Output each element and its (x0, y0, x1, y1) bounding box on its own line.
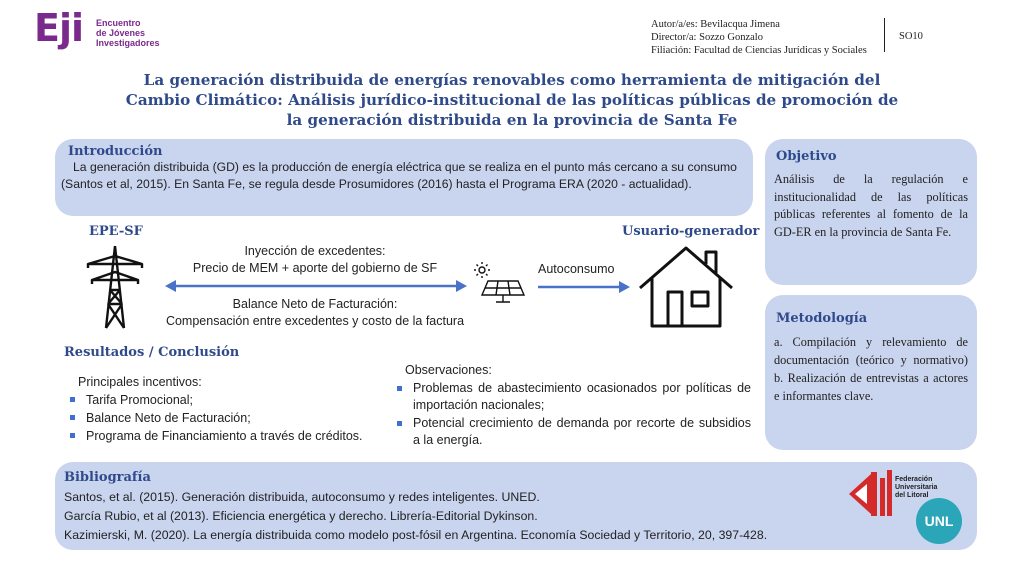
incentives-list (68, 391, 398, 445)
solar-panel-icon (474, 261, 526, 305)
self-consumption-arrow (538, 281, 630, 293)
injection-detail: Precio de MEM + aporte del gobierno de SF (192, 261, 438, 275)
incentive-item: Tarifa Promocional; (68, 391, 398, 409)
meta-divider (884, 18, 885, 52)
bibliography-ref: Kazimierski, M. (2020). La energía distribuida como modelo post-fósil en Argentina. Economía Sociedad y Territorio, 20, 397-428. (64, 528, 768, 542)
objective-panel (765, 139, 977, 285)
unl-logo (916, 498, 962, 544)
title-line-1: La generación distribuida de energías renovables como herramienta de mitigación del (143, 71, 881, 89)
usuario-generador-label: Usuario-generador (622, 224, 760, 239)
title-line-3: la generación distribuida en la provincia de Santa Fe (286, 111, 738, 129)
author-line: Autor/a/es: Bevilacqua Jimena (651, 19, 780, 30)
incentive-item: Programa de Financiamiento a través de créditos. (68, 427, 398, 445)
incentives-block (68, 373, 398, 445)
transmission-tower-icon (82, 244, 148, 330)
bibliography-heading: Bibliografía (64, 470, 151, 485)
balance-label (152, 296, 478, 330)
bibliography-panel (55, 462, 977, 550)
balance-title: Balance Neto de Facturación: (232, 297, 398, 311)
eji-logo-line1: Encuentro (96, 18, 141, 28)
affiliation-line: Filiación: Facultad de Ciencias Jurídicas y Sociales (651, 45, 867, 56)
injection-label (165, 243, 465, 277)
injection-title: Inyección de excedentes: (244, 244, 386, 258)
poster-title (100, 70, 924, 130)
objective-text: Análisis de la regulación e institucionalidad de las políticas públicas referentes al fomento de la GD-ER en la provincia de Santa Fe. (774, 172, 968, 239)
eji-logo-line2: de Jóvenes (96, 28, 146, 38)
intro-heading: Introducción (68, 144, 163, 159)
objective-heading: Objetivo (776, 149, 837, 164)
incentive-item: Balance Neto de Facturación; (68, 409, 398, 427)
methodology-text: a. Compilación y relevamiento de documentación (teórico y normativo) b. Realización de entrevistas a actores e informantes clave. (774, 335, 968, 403)
incentives-title: Principales incentivos: (78, 375, 202, 389)
epe-sf-label: EPE-SF (89, 224, 143, 239)
self-consumption-label: Autoconsumo (538, 262, 615, 276)
title-line-2: Cambio Climático: Análisis jurídico-institucional de las políticas públicas de promoción de (125, 91, 899, 109)
methodology-panel (765, 295, 977, 450)
house-icon (636, 244, 736, 330)
author-info (651, 18, 867, 57)
balance-detail: Compensación entre excedentes y costo de la factura (165, 314, 465, 328)
ful-logo-mark (849, 468, 893, 520)
unl-logo-text: UNL (924, 513, 954, 529)
observations-title: Observaciones: (405, 363, 492, 377)
observations-list (395, 380, 751, 450)
methodology-heading: Metodología (776, 311, 868, 326)
results-heading: Resultados / Conclusión (64, 345, 240, 360)
intro-text: La generación distribuida (GD) es la producción de energía eléctrica que se realiza en el punto más cercano a su consumo (Santos et al, 2015). En Santa Fe, se regula desde Prosumidores (2016) hasta el Programa ERA (2020 - actualidad). (61, 160, 737, 191)
double-arrow (165, 279, 467, 293)
eji-logo (34, 6, 174, 54)
ful-line-1: Federación (895, 476, 933, 483)
eji-logo-line3: Investigadores (96, 38, 160, 48)
bibliography-list (64, 488, 864, 545)
observations-block (395, 362, 751, 450)
observation-item: Problemas de abastecimiento ocasionados por políticas de importación nacionales; (395, 380, 751, 415)
bibliography-ref: García Rubio, et al (2013). Eficiencia energética y derecho. Librería-Editorial Dykinson. (64, 509, 538, 523)
poster-code: SO10 (899, 31, 923, 42)
observation-item: Potencial crecimiento de demanda por recorte de subsidios a la energía. (395, 415, 751, 450)
director-line: Director/a: Sozzo Gonzalo (651, 32, 763, 43)
bibliography-ref: Santos, et al. (2015). Generación distribuida, autoconsumo y redes inteligentes. UNED. (64, 490, 540, 504)
intro-panel (55, 139, 753, 216)
ful-line-2: Universitaria (895, 484, 938, 491)
ful-line-3: del Litoral (895, 492, 929, 499)
eji-logo-mark: Eji (34, 6, 84, 50)
